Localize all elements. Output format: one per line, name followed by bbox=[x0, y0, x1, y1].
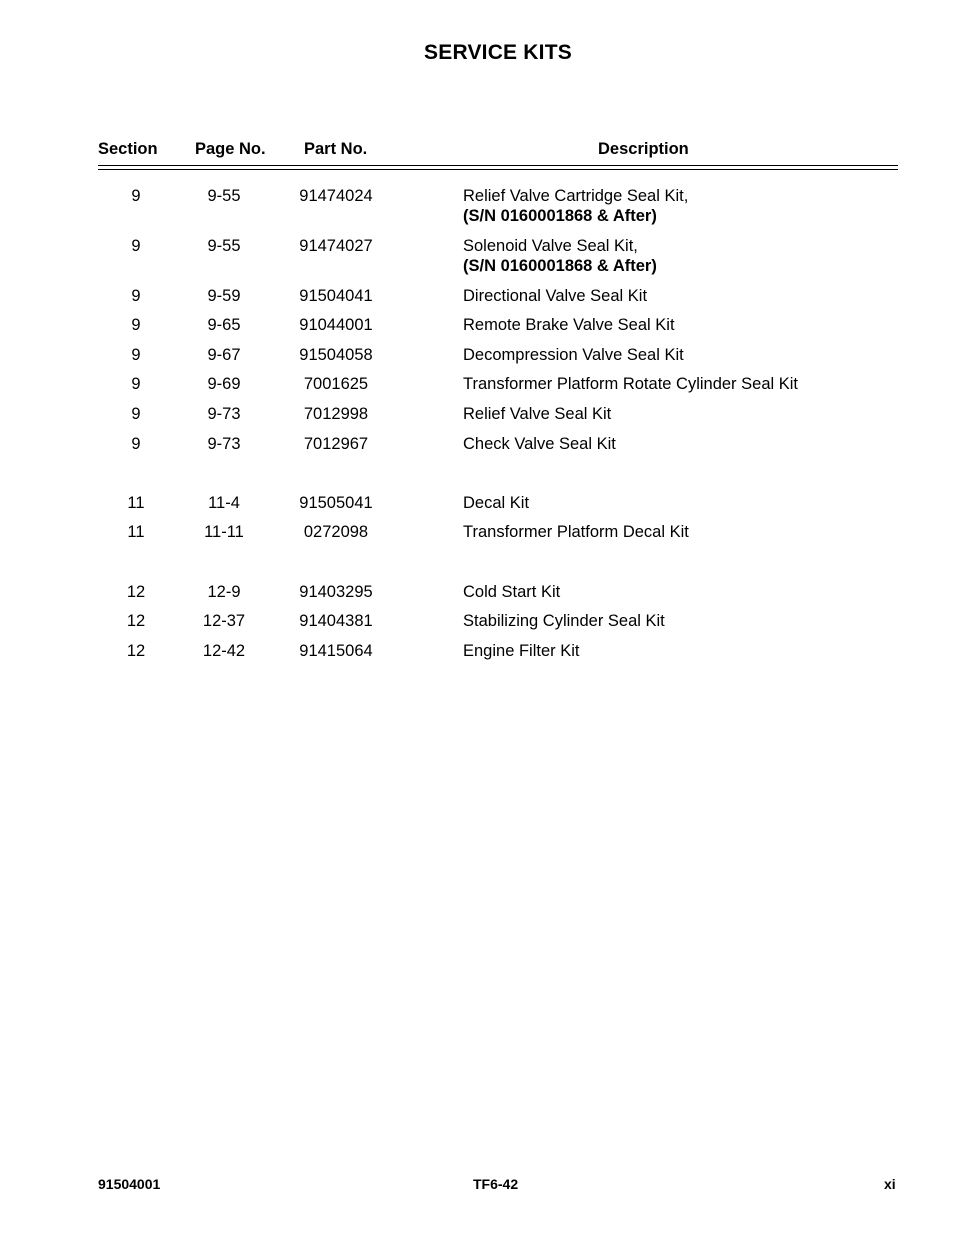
description-text: Relief Valve Seal Kit bbox=[463, 405, 612, 423]
part-no-cell: 91474024 bbox=[299, 187, 373, 205]
footer-page-number: xi bbox=[884, 1176, 896, 1192]
part-no-cell: 91415064 bbox=[299, 642, 373, 660]
description-text: Stabilizing Cylinder Seal Kit bbox=[463, 612, 665, 630]
page-no-cell: 9-65 bbox=[207, 316, 241, 334]
page-no-cell: 11-11 bbox=[204, 523, 244, 541]
description-cell bbox=[463, 641, 903, 661]
description-cell bbox=[463, 236, 903, 276]
description-cell bbox=[463, 611, 903, 631]
part-no-cell: 91474027 bbox=[299, 237, 373, 255]
header-rule-top bbox=[98, 165, 898, 166]
footer-doc-number: 91504001 bbox=[98, 1176, 161, 1192]
part-no-cell: 7001625 bbox=[303, 375, 369, 393]
description-text: Decompression Valve Seal Kit bbox=[463, 346, 684, 364]
page-no-cell: 9-73 bbox=[207, 435, 241, 453]
page-no-cell: 9-69 bbox=[207, 375, 241, 393]
page-no-cell: 9-59 bbox=[207, 287, 241, 305]
description-cell bbox=[463, 186, 903, 226]
column-header-part-no: Part No. bbox=[304, 140, 368, 158]
page-no-cell: 12-37 bbox=[202, 612, 246, 630]
description-text: Check Valve Seal Kit bbox=[463, 435, 616, 453]
section-cell: 11 bbox=[127, 523, 145, 541]
header-rule-bottom bbox=[98, 169, 898, 170]
column-header-page-no: Page No. bbox=[195, 140, 266, 158]
description-text: Remote Brake Valve Seal Kit bbox=[463, 316, 675, 334]
description-cell bbox=[463, 404, 903, 424]
page-no-cell: 9-55 bbox=[207, 187, 241, 205]
page-title: SERVICE KITS bbox=[424, 41, 572, 64]
description-text: Transformer Platform Decal Kit bbox=[463, 523, 689, 541]
serial-number-note: (S/N 0160001868 & After) bbox=[463, 207, 657, 225]
description-cell bbox=[463, 493, 903, 513]
part-no-cell: 7012998 bbox=[303, 405, 369, 423]
part-no-cell: 91404381 bbox=[299, 612, 373, 630]
part-no-cell: 91504041 bbox=[299, 287, 373, 305]
section-cell: 9 bbox=[131, 435, 141, 453]
description-text: Decal Kit bbox=[463, 494, 530, 512]
section-cell: 12 bbox=[126, 583, 146, 601]
section-cell: 9 bbox=[131, 187, 141, 205]
section-cell: 12 bbox=[126, 612, 146, 630]
description-cell bbox=[463, 286, 903, 306]
page-no-cell: 11-4 bbox=[208, 494, 240, 512]
description-text: Engine Filter Kit bbox=[463, 642, 580, 660]
section-cell: 12 bbox=[126, 642, 146, 660]
description-cell bbox=[463, 522, 903, 542]
part-no-cell: 0272098 bbox=[303, 523, 369, 541]
section-cell: 9 bbox=[131, 405, 141, 423]
section-cell: 9 bbox=[131, 316, 141, 334]
footer-model: TF6-42 bbox=[473, 1176, 519, 1192]
page-no-cell: 12-9 bbox=[207, 583, 241, 601]
section-cell: 9 bbox=[131, 237, 141, 255]
description-cell bbox=[463, 345, 903, 365]
page-no-cell: 9-73 bbox=[207, 405, 241, 423]
page-no-cell: 12-42 bbox=[202, 642, 246, 660]
section-cell: 9 bbox=[131, 375, 141, 393]
column-header-description: Description bbox=[598, 140, 689, 158]
description-text: Cold Start Kit bbox=[463, 583, 561, 601]
description-cell bbox=[463, 374, 903, 394]
part-no-cell: 7012967 bbox=[303, 435, 369, 453]
description-text: Transformer Platform Rotate Cylinder Seal Kit bbox=[463, 375, 799, 393]
page-no-cell: 9-55 bbox=[207, 237, 241, 255]
section-cell: 11 bbox=[127, 494, 145, 512]
part-no-cell: 91403295 bbox=[299, 583, 373, 601]
description-cell bbox=[463, 315, 903, 335]
description-cell bbox=[463, 434, 903, 454]
description-text: Directional Valve Seal Kit bbox=[463, 287, 648, 305]
part-no-cell: 91505041 bbox=[299, 494, 373, 512]
description-text: Relief Valve Cartridge Seal Kit, bbox=[463, 187, 689, 205]
serial-number-note: (S/N 0160001868 & After) bbox=[463, 257, 657, 275]
section-cell: 9 bbox=[131, 287, 141, 305]
description-cell bbox=[463, 582, 903, 602]
section-cell: 9 bbox=[131, 346, 141, 364]
part-no-cell: 91044001 bbox=[299, 316, 373, 334]
page-no-cell: 9-67 bbox=[207, 346, 241, 364]
part-no-cell: 91504058 bbox=[299, 346, 373, 364]
column-header-section: Section bbox=[98, 140, 158, 158]
description-text: Solenoid Valve Seal Kit, bbox=[463, 237, 638, 255]
